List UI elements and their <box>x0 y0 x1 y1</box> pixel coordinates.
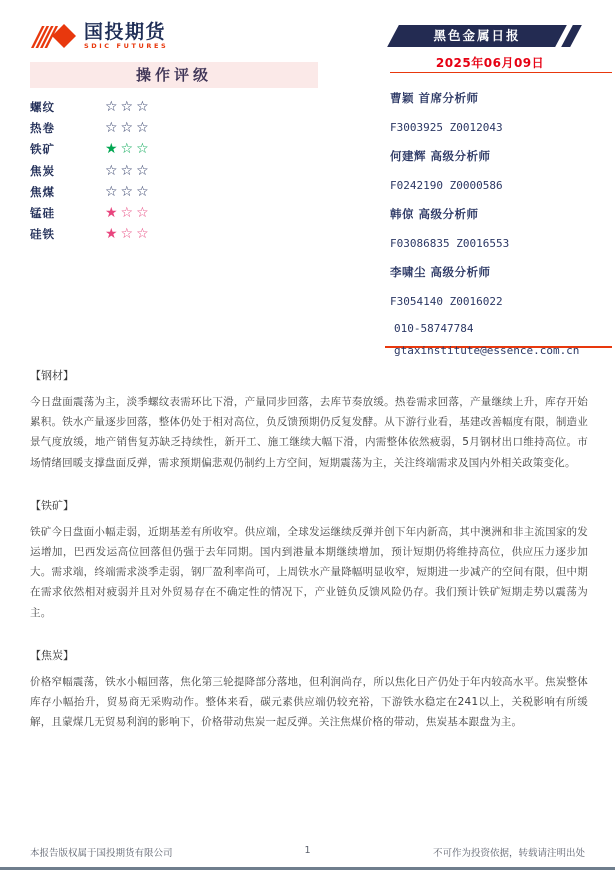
sdic-diamond-icon <box>30 20 78 52</box>
section-title: 【焦炭】 <box>30 648 74 662</box>
rating-row <box>30 160 318 181</box>
rating-stars: ☆☆☆ <box>105 162 152 179</box>
rating-stars: ☆☆☆ <box>105 98 152 115</box>
rating-row <box>30 139 318 160</box>
contact-block <box>390 322 612 358</box>
section-body: 铁矿今日盘面小幅走弱，近期基差有所收窄。供应端，全球发运继续反弹并创下年内新高，其中澳洲和非主流国家的发运增加，巴西发运高位回落但仍强于去年同期。国内到港量本期继续增加，预计短期仍将维持高位，供应压力逐步加大。需求端，终端需求淡季走弱，钢厂盈利率尚可，上周铁水产量降幅明显收窄，短期进一步减产的空间有限，但中期在需求依然相对疲弱并且对外贸易存在不确定性的情况下，产业链负反馈风险仍存。我们预计铁矿短期走势以震荡为主。 <box>30 525 588 619</box>
analyst-codes-text: F3054140 Z0016022 <box>390 294 503 308</box>
ratings-header-band <box>30 62 318 88</box>
analyst-codes-text: F3003925 Z0012043 <box>390 120 503 134</box>
analyst-name <box>390 264 612 279</box>
ratings-table <box>30 96 318 245</box>
rating-product-name: 热卷 <box>30 120 55 135</box>
report-section <box>30 646 588 733</box>
ratings-title: 操作评级 <box>135 66 212 84</box>
report-date: 2025年06月09日 <box>435 56 545 70</box>
report-body <box>30 366 588 755</box>
analyst-codes-text: F03086835 Z0016553 <box>390 236 510 250</box>
rating-row <box>30 96 318 117</box>
rating-stars: ☆☆☆ <box>105 119 152 136</box>
rating-row <box>30 202 318 223</box>
logo-text <box>84 22 168 50</box>
date-underline <box>390 72 612 73</box>
analyst-name <box>390 206 612 221</box>
report-section <box>30 366 588 473</box>
rating-product-name: 硅铁 <box>30 227 55 242</box>
rating-stars: ★☆☆ <box>105 226 152 243</box>
rating-product-name: 铁矿 <box>30 142 55 157</box>
company-logo <box>30 20 168 52</box>
analyst-codes <box>390 293 612 309</box>
rating-product-name: 锰硅 <box>30 206 55 221</box>
brand-name-cn: 国投期货 <box>84 21 167 43</box>
contact-email[interactable]: gtaxinstitute@essence.com.cn <box>394 344 580 357</box>
page-number: 1 <box>304 845 311 856</box>
brand-name-en: SDIC FUTURES <box>84 42 169 50</box>
rating-row <box>30 224 318 245</box>
analyst-codes <box>390 235 612 251</box>
rating-stars: ★☆☆ <box>105 205 152 222</box>
analyst-name-text: 何建辉 高级分析师 <box>390 149 491 163</box>
analyst-name-text: 李啸尘 高级分析师 <box>390 265 491 279</box>
analyst-name <box>390 90 612 105</box>
analyst-name-text: 曹颖 首席分析师 <box>390 91 479 105</box>
contact-phone: 010-58747784 <box>394 322 474 335</box>
rating-product-name: 螺纹 <box>30 99 55 114</box>
section-title: 【钢材】 <box>30 369 74 382</box>
report-section <box>30 496 588 623</box>
report-title-banner <box>387 25 567 47</box>
rating-row <box>30 181 318 202</box>
analysts-panel <box>385 90 612 357</box>
analyst-codes-text: F0242190 Z0000586 <box>390 178 503 192</box>
rating-product-name: 焦炭 <box>30 163 55 178</box>
section-body: 今日盘面震荡为主，淡季螺纹表需环比下滑，产量同步回落，去库节奏放缓。热卷需求回落，产量继续上升，库存开始累积。铁水产量逐步回落，整体仍处于相对高位，负反馈预期仍反复发酵。从下游行业看，基建改善幅度有限，制造业景气度放缓，地产销售复苏缺乏持续性，新开工、施工继续大幅下滑，内需整体依然疲弱，5月钢材出口维持高位。市场情绪回暖支撑盘面反弹，需求预期偏悲观仍制约上方空间，短期震荡为主，关注终端需求及国内外相关政策变化。 <box>30 396 588 469</box>
footer-disclaimer: 不可作为投资依据，转载请注明出处 <box>432 848 585 859</box>
rating-stars: ★☆☆ <box>105 141 152 158</box>
rating-stars: ☆☆☆ <box>105 183 152 200</box>
report-title: 黑色金属日报 <box>433 28 521 43</box>
section-body: 价格窄幅震荡，铁水小幅回落，焦化第三轮提降部分落地，但利润尚存，所以焦化日产仍处于年内较高水平。焦炭整体库存小幅抬升，贸易商无采购动作。整体来看，碳元素供应端仍较充裕，下游铁水稳定在241以上，关税影响有所缓解，且蒙煤几无贸易利润的影响下，价格带动焦炭一起反弹。关注焦煤价格的带动，焦炭基本跟盘为主。 <box>30 675 588 729</box>
analyst-codes <box>390 177 612 193</box>
footer-copyright: 本报告版权属于国投期货有限公司 <box>30 848 173 859</box>
section-title: 【铁矿】 <box>30 498 74 512</box>
rating-row <box>30 117 318 138</box>
rating-product-name: 焦煤 <box>30 184 55 199</box>
analyst-codes <box>390 119 612 135</box>
analyst-name <box>390 148 612 163</box>
analyst-name-text: 韩倞 高级分析师 <box>390 207 479 221</box>
